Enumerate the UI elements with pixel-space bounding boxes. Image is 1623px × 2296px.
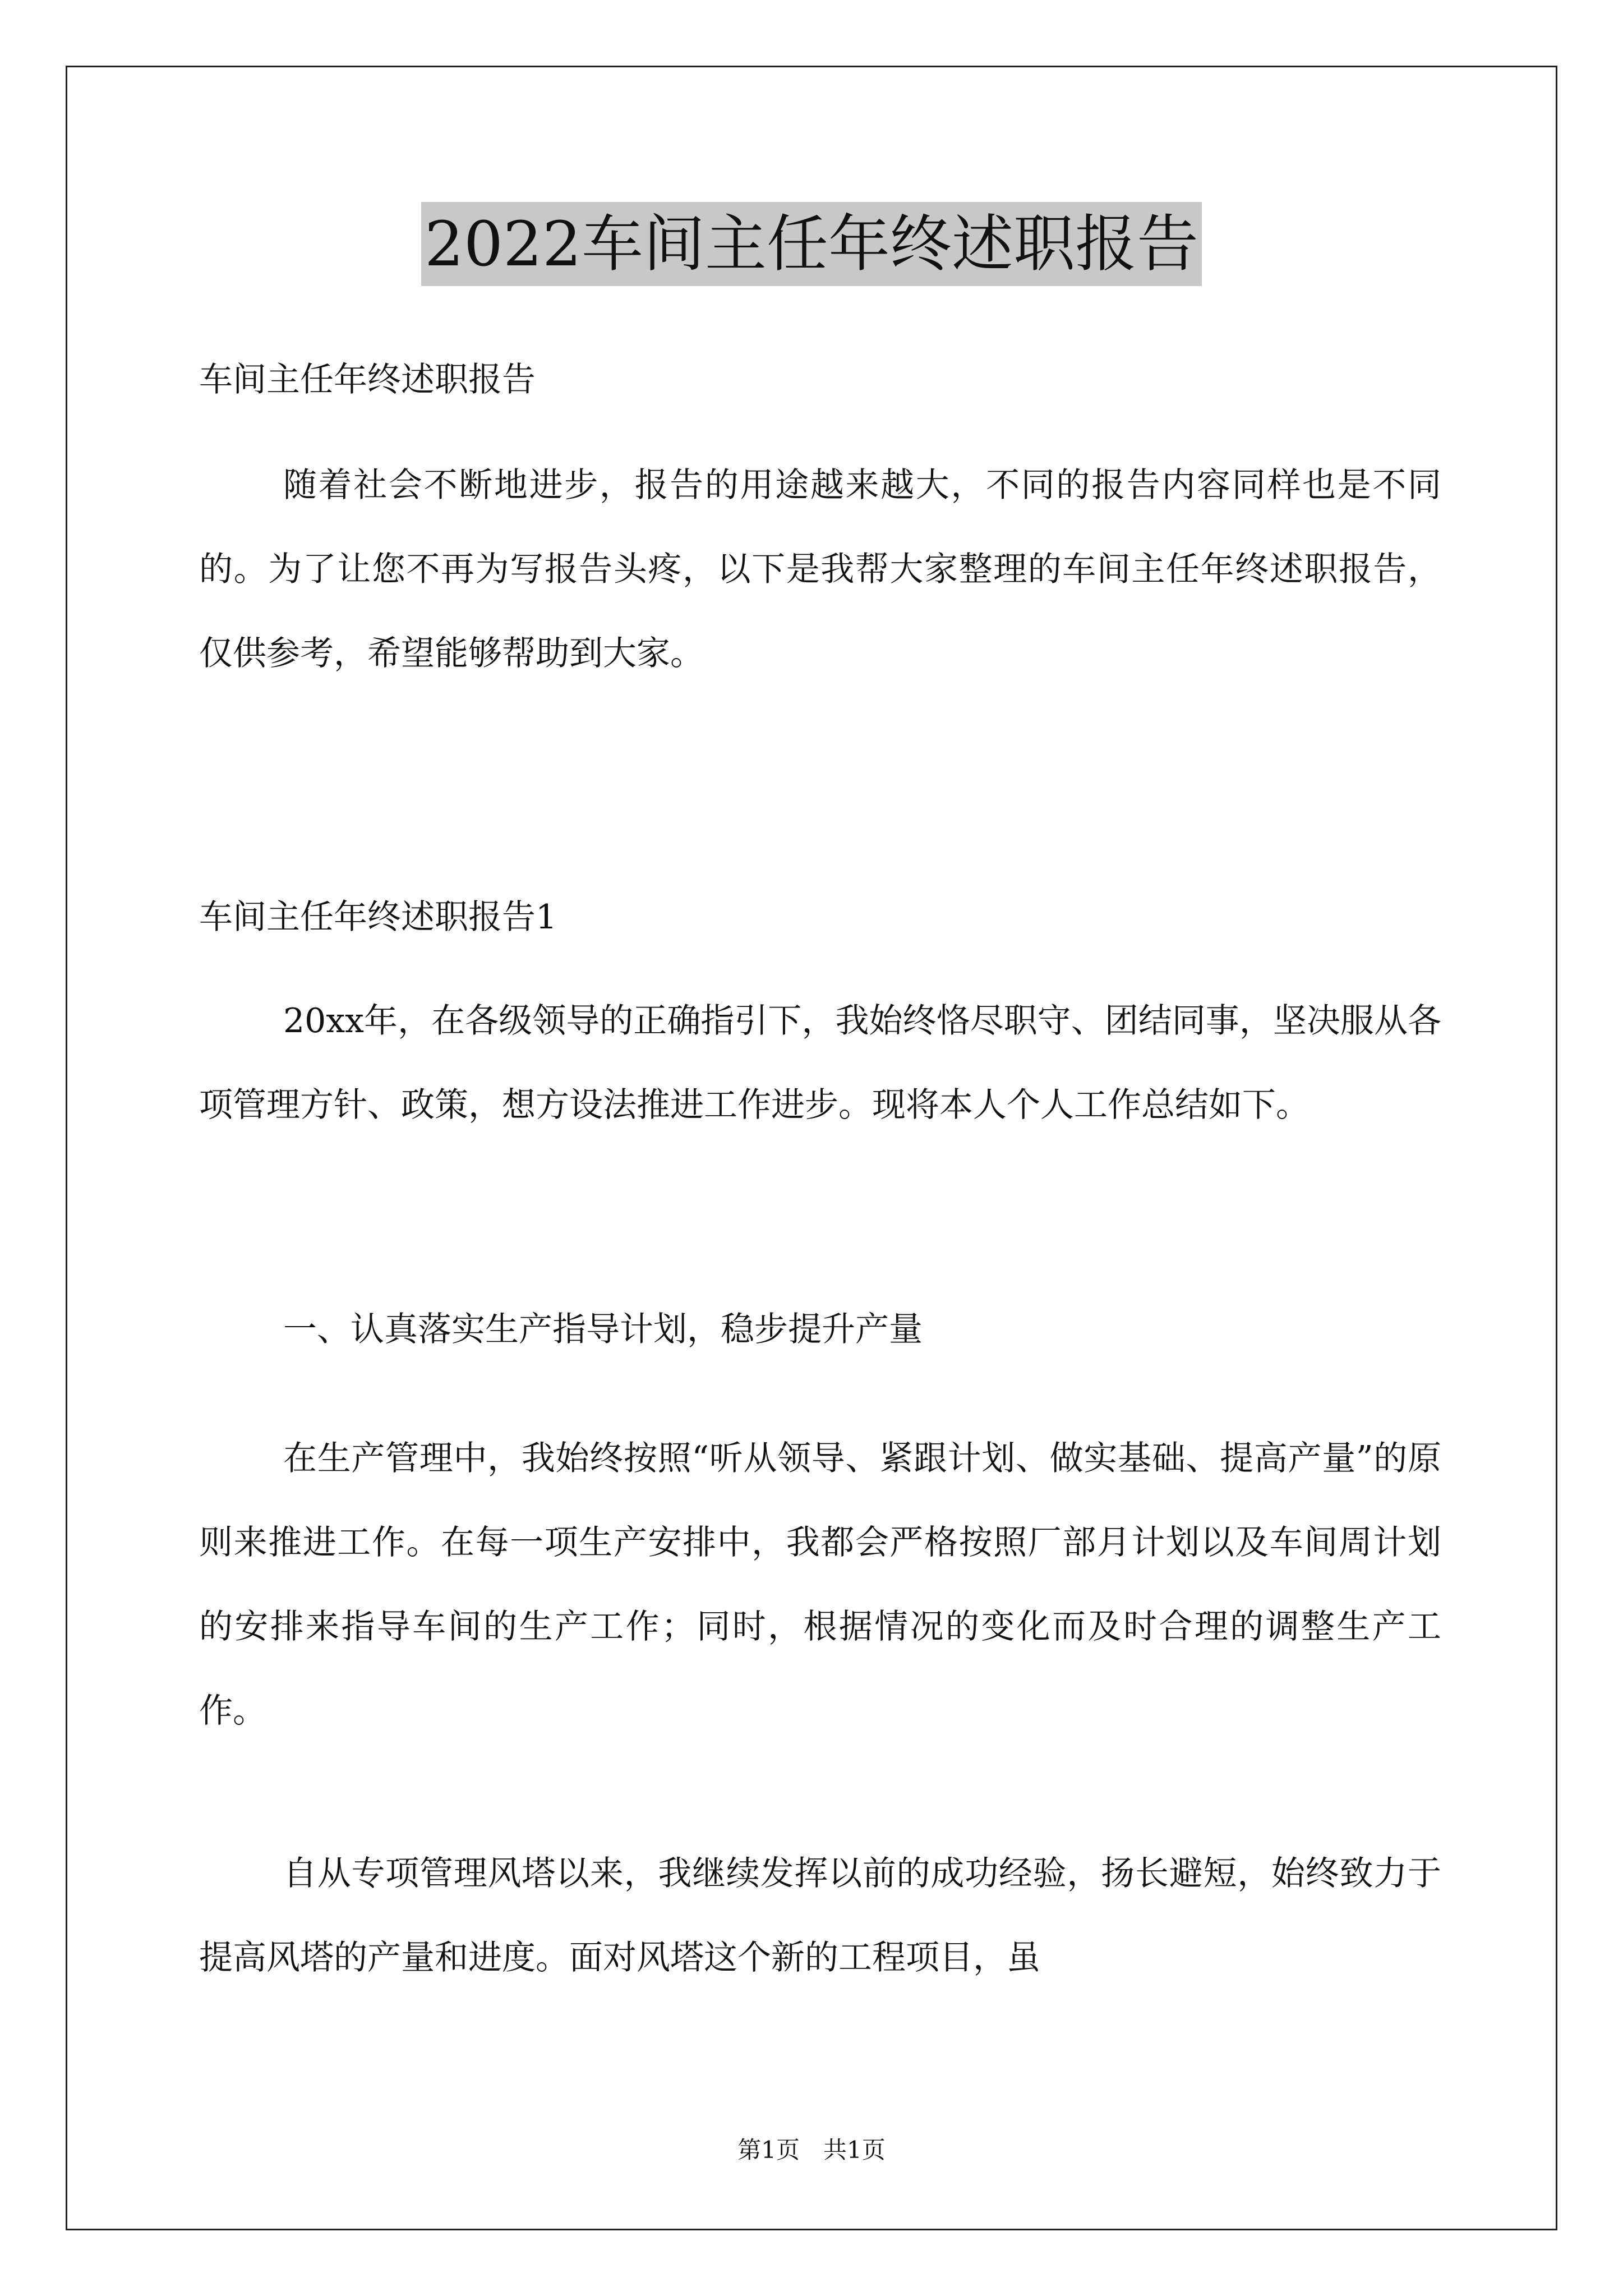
paragraph-2: 在生产管理中，我始终按照“听从领导、紧跟计划、做实基础、提高产量”的原则来推进工作。在每一项生产安排中，我都会严格按照厂部月计划以及车间周计划的安排来指导车间的生产工作；同时，根据情况的变化而及时合理的调整生产工作。 <box>199 1439 1441 1731</box>
paragraph-1: 20xx年，在各级领导的正确指引下，我始终恪尽职守、团结同事，坚决服从各项管理方针、政策，想方设法推进工作进步。现将本人个人工作总结如下。 <box>199 1001 1441 1125</box>
subheading-1: 一、认真落实生产指导计划，稳步提升产量 <box>283 1310 923 1349</box>
paragraph-3: 自从专项管理风塔以来，我继续发挥以前的成功经验，扬长避短，始终致力于提高风塔的产量和进度。面对风塔这个新的工程项目，虽 <box>199 1854 1441 1977</box>
section-title: 车间主任年终述职报告1 <box>199 898 557 937</box>
title-container <box>0 202 1623 286</box>
document-subtitle: 车间主任年终述职报告 <box>199 360 536 399</box>
intro-paragraph: 随着社会不断地进步，报告的用途越来越大，不同的报告内容同样也是不同的。为了让您不再为写报告头疼，以下是我帮大家整理的车间主任年终述职报告，仅供参考，希望能够帮助到大家。 <box>199 466 1441 673</box>
page-footer: 第1页 共1页 <box>737 2136 886 2164</box>
document-title: 2022车间主任年终述职报告 <box>421 202 1202 286</box>
